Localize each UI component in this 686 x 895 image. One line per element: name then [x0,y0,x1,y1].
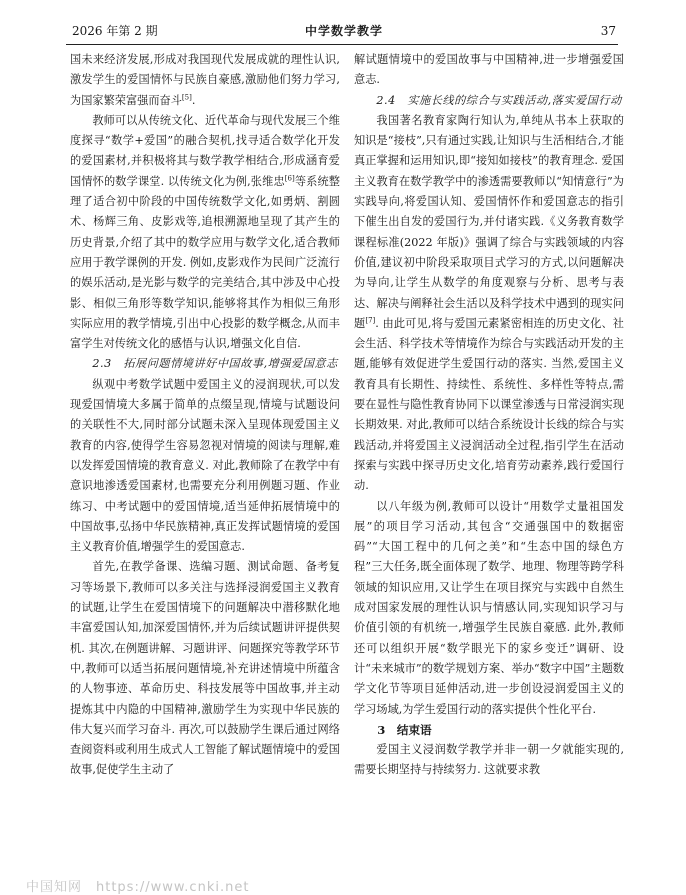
right-column [354,50,624,781]
journal-title: 中学数学教学 [304,24,383,38]
paragraph: 以八年级为例,教师可以设计“用数学丈量祖国发展”的项目学习活动,其包含“交通强国中的数据密码”“大国工程中的几何之美”和“生态中国的绿色方程”三大任务,既全面体现了数学、地理、物理等跨学科领域的知识应用,又让学生在项目探究与实践中自然生成对国家发展的理性认识与情感认同,实现知识学习与价值引领的有机统一,增强学生民族自豪感. 此外,教师还可以组织开展“数学眼光下的家乡变迁”调研、设计“未来城市”的数学规划方案、举办“数字中国”主题数学文化节等项目延伸活动,进一步创设浸润爱国主义的学习场域,为学生爱国行动的落实提供个性化平台. [354,499,624,716]
citation[interactable]: [7] [365,316,376,325]
section-heading-2-3: 2.3 拓展问题情境讲好中国故事,增强爱国意志 [92,357,338,371]
paragraph-text: 等系统整理了适合初中阶段的中国传统数学文化,如勇炳、割圆术、杨辉三角、皮影戏等,追根溯源地呈现了其产生的历史背景,介绍了其中的数学应用与数学文化,适合教师应用于教学课例的开发. 例如,皮影戏作为民间广泛流行的娱乐活动,是光影与数学的完美结合,其中涉及中心投影、相似三角形等数学知识,能够将其作为相似三角形实际应用的教学情境,引出中心投影的数学概念,从而丰富学生对传统文化的感悟与认识,增强文化自信. [70,174,340,351]
paragraph: 爱国主义浸润数学教学并非一朝一夕就能实现的,需要长期坚持与持续努力. 这就要求教 [354,743,624,777]
paragraph: 首先,在教学备课、选编习题、测试命题、备考复习等场景下,教师可以多关注与选择浸润爱国主义教育的试题,让学生在爱国情境下的问题解决中潜移默化地丰富爱国认知,加深爱国情怀,并为后续试题讲评提供契机. 其次,在例题讲解、习题讲评、问题探究等教学环节中,教师可以适当拓展问题情境,补充讲述情境中所蕴含的人物事迹、革命历史、科技发展等中国故事,并主动提炼其中内隐的中国精神,激励学生为实现中华民族的伟大复兴而学习奋斗. 再次,可以鼓励学生课后通过网络查阅资料或利用生成式人工智能了解试题情境中的爱国故事,促使学生主动了 [70,560,340,777]
cnki-watermark: 中国知网 https://www.cnki.net [26,880,250,895]
section-heading-2-4: 2.4 实施长线的综合与实践活动,落实爱国行动 [376,93,622,107]
issue-label: 2026 年第 2 期 [72,24,158,38]
paragraph [70,50,340,111]
paragraph-text: . [191,93,196,107]
section-heading-3: 3 结束语 [377,722,432,737]
paragraph: 纵观中考数学试题中爱国主义的浸润现状,可以发现爱国情境大多属于简单的点缀呈现,情境与试题设问的关联性不大,同时部分试题未深入呈现体现爱国主义教育的内容,使得学生容易忽视对情境的阅读与理解,难以发挥爱国情境的教育意义. 对此,教师除了在教学中有意识地渗透爱国素材,也需要充分利用例题习题、作业练习、中考试题中的爱国情境,适当延伸拓展情境中的中国故事,弘扬中华民族精神,真正发挥试题情境的爱国主义教育价值,增强学生的爱国意志. [70,377,340,554]
paragraph [354,111,624,497]
paragraph: 解试题情境中的爱国故事与中国精神,进一步增强爱国意志. [354,53,624,87]
paragraph-text: 国未来经济发展,形成对我国现代发展成就的理性认识,激发学生的爱国情怀与民族自豪感,激励他们努力学习,为国家繁荣富强而奋斗 [70,53,340,107]
page-number: 37 [600,24,616,38]
paragraph-text: . 由此可见,将与爱国元素紧密相连的历史文化、社会生活、科学技术等情境作为综合与实践活动开发的主题,能够有效促进学生爱国行动的落实. 当然,爱国主义教育具有长期性、持续性、系统性、多样性等特点,需要在显性与隐性教育协同下以课堂渗透与日常浸润实现长期效果. 对此,教师可以结合系统设计长线的综合与实践活动,并将爱国主义浸润活动全过程,指引学生在活动探索与实践中探寻历史文化,培育劳动素养,践行爱国行动. [354,316,624,493]
citation[interactable]: [5] [181,92,192,101]
paragraph-text: 教师可以从传统文化、近代革命与现代发展三个维度探寻“数学+爱国”的融合契机,找寻适合数学化开发的爱国素材,并积极将其与数学教学相结合,形成涵育爱国情怀的数学课堂. 以传统文化为例,张维忠 [70,113,340,188]
citation[interactable]: [6] [284,174,295,183]
paragraph [70,111,340,355]
header-rule [66,44,618,45]
left-column [70,50,340,781]
paragraph-text: 我国著名教育家陶行知认为,单纯从书本上获取的知识是“接枝”,只有通过实践,让知识与生活相结合,才能真正掌握和运用知识,即“接知如接枝”的教育理念. 爱国主义教育在数学教学中的渗透需要教师以“知情意行”为实践导向,将爱国认知、爱国情怀作和爱国意志的指引下催生出自发的爱国行为,并付诸实践.《义务教育数学课程标准(2022 年版)》强调了综合与实践领域的内容价值,建议初中阶段采取项目式学习的方式,以问题解决为导向,让学生从数学的角度观察与分析、思考与表达、解决与阐释社会生活以及科学技术中遇到的现实问题 [354,113,624,330]
running-header [72,22,616,40]
